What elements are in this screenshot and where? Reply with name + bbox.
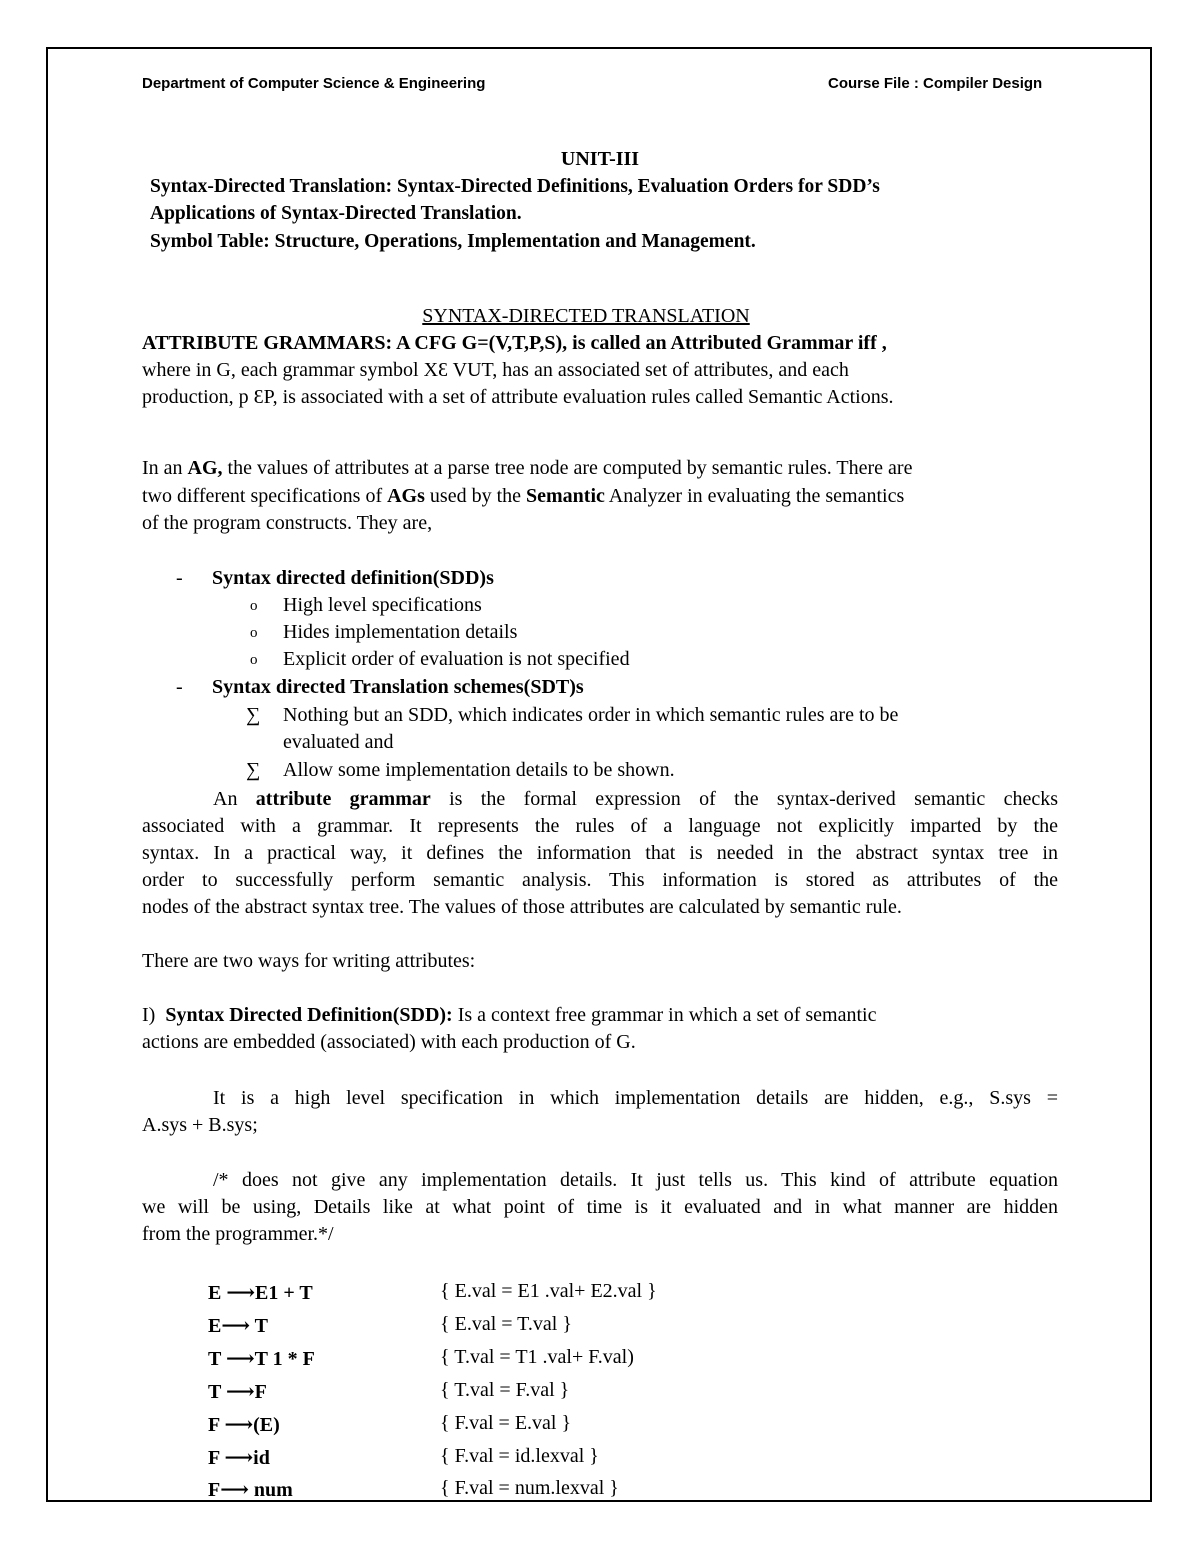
production-lhs: F⟶ num [208,1479,293,1501]
semantic-rule: { F.val = E.val } [440,1412,572,1434]
production-lhs: E ⟶E1 + T [208,1282,313,1304]
attr-grammar-definition: ATTRIBUTE GRAMMARS: A CFG G=(V,T,P,S), is called an Attributed Grammar iff , [142,332,887,354]
circle-bullet: o [250,625,258,641]
sdt-list-title: Syntax directed Translation schemes(SDT)s [212,676,584,698]
semantic-rule: { F.val = id.lexval } [440,1445,599,1467]
production-lhs: F ⟶(E) [208,1414,280,1436]
production-lhs: T ⟶T 1 * F [208,1348,315,1370]
production-lhs: T ⟶F [208,1381,267,1403]
sdd-list-title: Syntax directed definition(SDD)s [212,567,494,589]
section-title: SYNTAX-DIRECTED TRANSLATION [422,305,750,327]
para-line: nodes of the abstract syntax tree. The values of those attributes are calculated by semantic rule. [142,896,902,918]
para-line: An attribute grammar is the formal expression of the syntax-derived semantic checks [213,788,1058,810]
header-department: Department of Computer Science & Engineering [142,75,486,92]
sdd-definition-line-2: actions are embedded (associated) with each production of G. [142,1031,636,1053]
para-line: associated with a grammar. It represents the rules of a language not explicitly imparted by the [142,815,1058,837]
sdd-item: Hides implementation details [283,621,518,643]
production-lhs: F ⟶id [208,1447,270,1469]
ag-para-line-3: of the program constructs. They are, [142,512,433,534]
ag-para-line-1: In an AG, the values of attributes at a parse tree node are computed by semantic rules. There are [142,457,913,479]
sigma-bullet: ∑ [246,704,261,726]
circle-bullet: o [250,598,258,614]
semantic-rule: { T.val = F.val } [440,1379,570,1401]
production-lhs: E⟶ T [208,1315,268,1337]
unit-topic-2: Applications of Syntax-Directed Translation. [150,203,522,224]
ag-para-line-2: two different specifications of AGs used by the Semantic Analyzer in evaluating the semantics [142,485,905,507]
dash-bullet: - [176,567,183,589]
para-line: from the programmer.*/ [142,1223,334,1245]
semantic-rule: { T.val = T1 .val+ F.val) [440,1346,634,1368]
sigma-bullet: ∑ [246,759,261,781]
para-line: order to successfully perform semantic analysis. This information is stored as attributes of the [142,869,1058,891]
semantic-rule: { F.val = num.lexval } [440,1477,619,1499]
semantic-rule: { E.val = E1 .val+ E2.val } [440,1280,657,1302]
sdd-definition-line-1: I) Syntax Directed Definition(SDD): Is a context free grammar in which a set of semantic [142,1004,877,1026]
sdt-item-1: Nothing but an SDD, which indicates order in which semantic rules are to be [283,704,899,726]
para-line: A.sys + B.sys; [142,1114,258,1136]
para-line: It is a high level specification in which implementation details are hidden, e.g., S.sys = [213,1087,1058,1109]
circle-bullet: o [250,652,258,668]
sdd-item: Explicit order of evaluation is not specified [283,648,630,670]
attr-grammar-paragraph [142,786,1058,921]
para-line: syntax. In a practical way, it defines the information that is needed in the abstract syntax tree in [142,842,1058,864]
dash-bullet: - [176,676,183,698]
sdd-item: High level specifications [283,594,482,616]
comment-paragraph [142,1167,1058,1248]
sdt-item-1-cont: evaluated and [283,731,394,753]
attr-grammar-line-2: where in G, each grammar symbol XƐ VUT, has an associated set of attributes, and each [142,359,849,381]
unit-topic-3: Symbol Table: Structure, Operations, Implementation and Management. [150,231,756,252]
attr-grammar-line-3: production, p ƐP, is associated with a set of attribute evaluation rules called Semantic Actions. [142,386,894,408]
unit-topic-1: Syntax-Directed Translation: Syntax-Directed Definitions, Evaluation Orders for SDD’s [150,176,880,197]
para-line: /* does not give any implementation details. It just tells us. This kind of attribute equation [213,1169,1058,1191]
two-ways-text: There are two ways for writing attributes: [142,950,476,972]
unit-title: UNIT-III [560,148,640,170]
header-course: Course File : Compiler Design [828,75,1043,92]
para-line: we will be using, Details like at what point of time is it evaluated and in what manner are hidden [142,1196,1058,1218]
semantic-rule: { E.val = T.val } [440,1313,572,1335]
high-level-paragraph [142,1085,1058,1139]
sdt-item-2: Allow some implementation details to be shown. [283,759,675,781]
